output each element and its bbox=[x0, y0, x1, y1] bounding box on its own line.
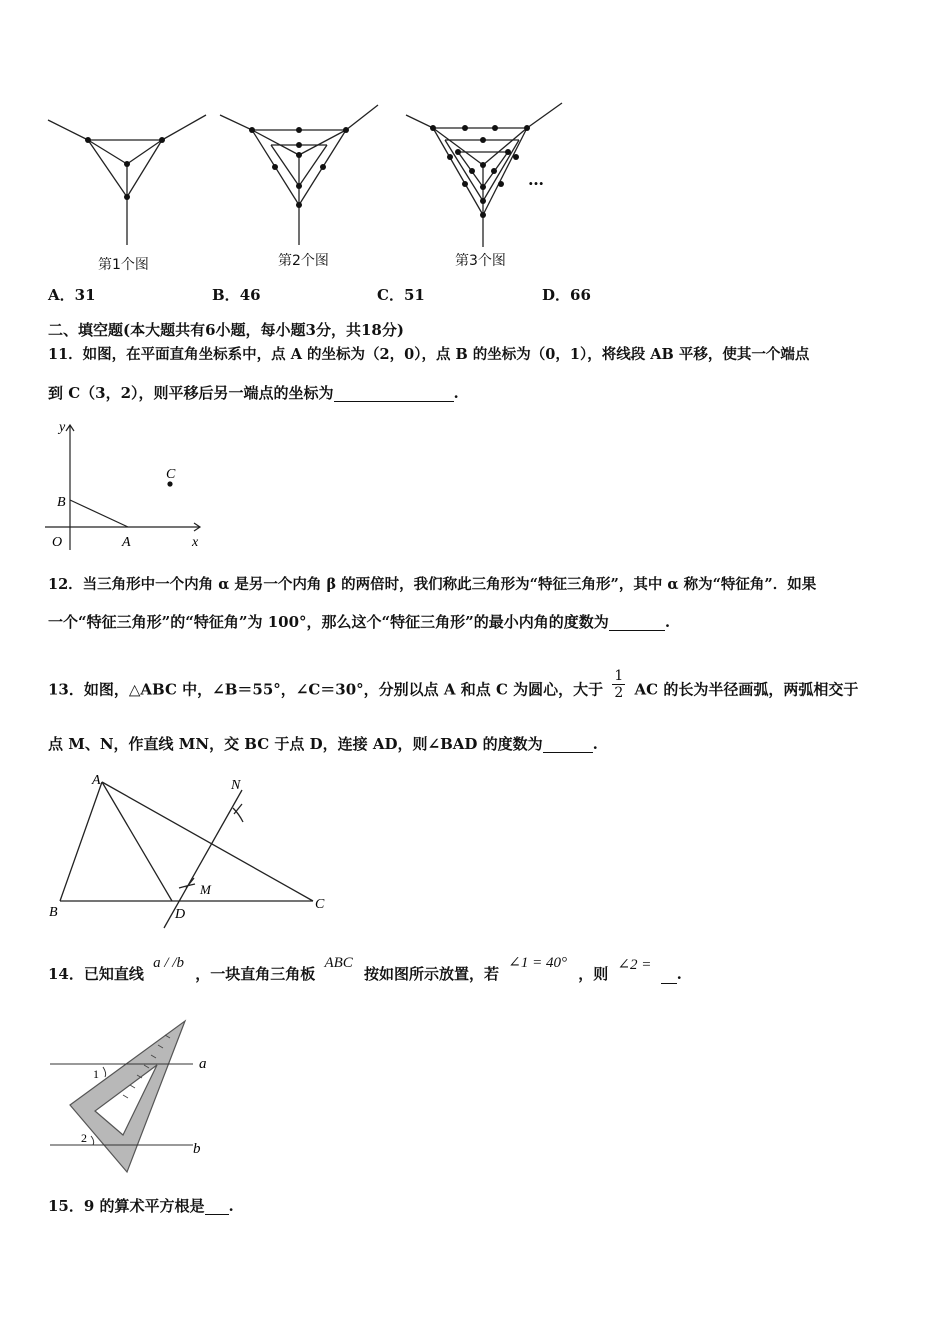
figure-caption-2: 第2个图 bbox=[278, 253, 329, 269]
option-c[interactable]: C．51 bbox=[377, 286, 425, 304]
q12-line2: 一个“特征三角形”的“特征角”为 100°，那么这个“特征三角形”的最小内角的度数为 . bbox=[48, 613, 671, 631]
q11-answer-blank[interactable] bbox=[334, 386, 454, 402]
vertex-a-label: A bbox=[92, 773, 101, 788]
parallel-expression: a / /b bbox=[153, 955, 184, 971]
q13-line1: 13．如图，△ABC 中，∠B＝55°，∠C＝30°，分别以点 A 和点 C 为圆心，大于 $\frac{1}{2}$ AC 的长为半径画弧，两弧相交于 bbox=[48, 668, 859, 701]
pattern-ellipsis: … bbox=[528, 170, 544, 189]
vertex-c-label: C bbox=[315, 897, 325, 912]
q13-answer-blank[interactable] bbox=[543, 737, 593, 753]
q13-line2: 点 M、N，作直线 MN，交 BC 于点 D，连接 AD，则∠BAD 的度数为 . bbox=[48, 735, 598, 753]
angle-2-label: 2 bbox=[81, 1131, 87, 1145]
point-c-label: C bbox=[166, 467, 176, 482]
x-axis-label: x bbox=[192, 535, 199, 550]
half-fraction: $\frac{1}{2}$ bbox=[614, 668, 624, 701]
figure-caption-1: 第1个图 bbox=[98, 257, 149, 273]
q12-line1: 12．当三角形中一个内角 α 是另一个内角 β 的两倍时，我们称此三角形为“特征三角形”，其中 α 称为“特征角”．如果 bbox=[48, 576, 817, 593]
q15-answer-blank[interactable] bbox=[205, 1199, 229, 1215]
q11-coordinate-figure bbox=[40, 420, 210, 555]
q14-answer-blank[interactable] bbox=[661, 968, 677, 984]
option-b[interactable]: B．46 bbox=[212, 286, 261, 304]
q14-line: 14．已知直线 a / /b ，一块直角三角板 ABC 按如图所示放置，若 ∠1 = 40° ，则 ∠2 = . bbox=[48, 955, 682, 983]
vertex-b-label: B bbox=[49, 905, 58, 920]
y-axis-label: y bbox=[59, 420, 66, 435]
line-b-label: b bbox=[193, 1141, 201, 1157]
q12-answer-blank[interactable] bbox=[609, 615, 665, 631]
origin-label: O bbox=[52, 535, 63, 550]
triangle-abc: ABC bbox=[324, 955, 353, 971]
point-d-label: D bbox=[175, 907, 186, 922]
point-m-label: M bbox=[200, 882, 211, 897]
angle-1-expression: ∠1 = 40° bbox=[508, 955, 567, 971]
section-title: 二、填空题(本大题共有6小题，每小题3分，共18分) bbox=[48, 321, 404, 339]
point-n-label: N bbox=[231, 778, 241, 793]
figure-caption-3: 第3个图 bbox=[455, 253, 506, 269]
q11-line1: 11．如图，在平面直角坐标系中，点 A 的坐标为（2，0），点 B 的坐标为（0，1），将线段 AB 平移，使其一个端点 bbox=[48, 346, 810, 363]
q14-set-square-figure bbox=[45, 1015, 225, 1175]
line-a-label: a bbox=[199, 1056, 207, 1072]
point-a-label: A bbox=[122, 535, 131, 550]
q11-line2: 到 C（3，2），则平移后另一端点的坐标为 . bbox=[48, 384, 459, 402]
angle-2-expression: ∠2 = bbox=[617, 957, 652, 973]
option-d[interactable]: D．66 bbox=[542, 286, 591, 304]
option-a[interactable]: A．31 bbox=[48, 286, 96, 304]
q13-triangle-figure bbox=[45, 770, 335, 930]
point-b-label: B bbox=[57, 495, 66, 510]
angle-1-label: 1 bbox=[93, 1067, 99, 1081]
q15-line: 15．9 的算术平方根是 . bbox=[48, 1197, 234, 1215]
